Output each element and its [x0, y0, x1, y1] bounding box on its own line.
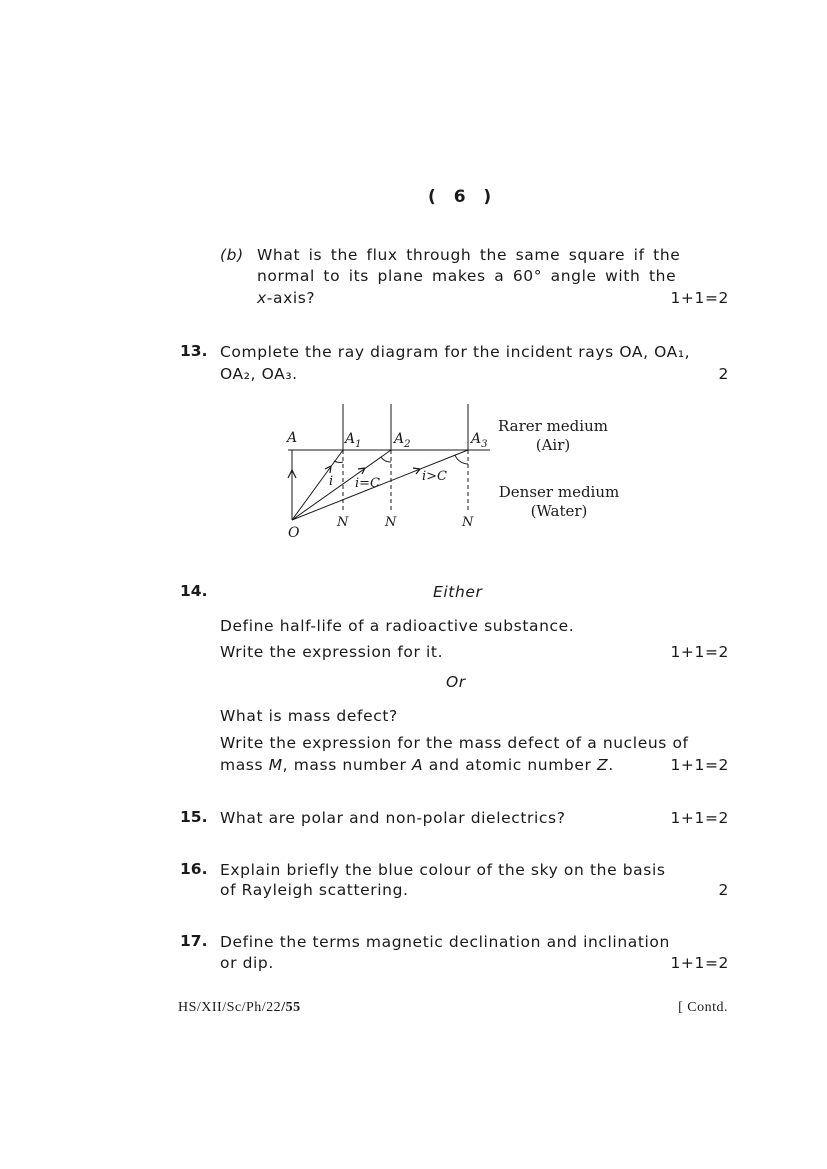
- footer-code-prefix: HS/XII/Sc/Ph/22: [178, 1000, 282, 1015]
- q14-line5-a: mass: [220, 756, 269, 774]
- q12b-line2: normal to its plane makes a 60° angle with the: [257, 267, 677, 285]
- label-angle-igc: i>C: [422, 469, 447, 484]
- q15-number: 15.: [180, 808, 208, 826]
- q13-line2: OA₂, OA₃.: [220, 365, 298, 383]
- page-number: ( 6 ): [428, 187, 498, 207]
- q12b-line3: [257, 288, 315, 309]
- q14-marks2: 1+1=2: [670, 756, 729, 774]
- ray-oa3: [292, 450, 468, 520]
- q14-line4: Write the expression for the mass defect of a nucleus of: [220, 734, 689, 752]
- angle-arc-i: [334, 461, 343, 462]
- label-angle-i: i: [329, 474, 334, 489]
- label-denser-medium: Denser medium: [498, 483, 620, 501]
- footer-code: [178, 1000, 301, 1016]
- q14-line5-c: and atomic number: [423, 756, 597, 774]
- q15-line1: What are polar and non-polar dielectrics?: [220, 809, 566, 827]
- q14-number: 14.: [180, 582, 208, 600]
- q13-marks: 2: [718, 365, 729, 383]
- angle-arc-igc: [455, 455, 468, 464]
- q12b-var-x: x: [257, 289, 267, 307]
- footer-contd: [ Contd.: [678, 1000, 728, 1015]
- label-a: A: [287, 430, 298, 446]
- label-angle-ic: i=C: [355, 476, 380, 491]
- label-a3: A: [471, 431, 482, 447]
- svg-text:A3: [469, 431, 488, 450]
- q17-line1: Define the terms magnetic declination and inclination: [220, 933, 670, 951]
- svg-text:A1: [343, 431, 362, 450]
- label-denser-water: (Water): [530, 502, 588, 520]
- label-n1: N: [337, 515, 349, 530]
- q16-number: 16.: [180, 860, 208, 878]
- label-a1-sub: 1: [355, 439, 362, 450]
- label-a2-sub: 2: [404, 439, 411, 450]
- q16-line2: of Rayleigh scattering.: [220, 881, 409, 899]
- label-a3-sub: 3: [481, 439, 488, 450]
- q14-line1: Define half-life of a radioactive substance.: [220, 617, 575, 635]
- label-rarer-medium: Rarer medium: [498, 417, 608, 435]
- q15-marks: 1+1=2: [670, 809, 729, 827]
- q14-line5: [220, 755, 614, 776]
- q14-marks1: 1+1=2: [670, 643, 729, 661]
- q17-line2: or dip.: [220, 954, 274, 972]
- label-a1: A: [345, 431, 356, 447]
- q16-line1: Explain briefly the blue colour of the sky on the basis: [220, 861, 666, 879]
- q14-var-a: A: [412, 756, 424, 774]
- arrow-oa1: [325, 466, 331, 473]
- q12b-label: (b): [220, 246, 244, 264]
- q16-marks: 2: [718, 881, 729, 899]
- q14-or: Or: [446, 673, 466, 691]
- svg-text:A2: [392, 431, 411, 450]
- label-a2: A: [394, 431, 405, 447]
- q14-line5-d: .: [608, 756, 614, 774]
- angle-arc-ic: [381, 457, 391, 462]
- q12b-marks: 1+1=2: [670, 289, 729, 307]
- q14-line5-b: , mass number: [282, 756, 413, 774]
- q13-line1: Complete the ray diagram for the incident rays OA, OA₁,: [220, 343, 691, 361]
- q13-number: 13.: [180, 342, 208, 360]
- q14-var-z: Z: [597, 756, 609, 774]
- q12b-line3-rest: -axis?: [266, 289, 316, 307]
- q12b-line1: What is the flux through the same square if the: [257, 246, 681, 264]
- q14-either: Either: [433, 583, 483, 601]
- q14-line3: What is mass defect?: [220, 707, 398, 725]
- q14-line2: Write the expression for it.: [220, 643, 444, 661]
- q14-var-m: M: [268, 756, 283, 774]
- label-n2: N: [385, 515, 397, 530]
- label-o: O: [288, 525, 300, 541]
- label-rarer-air: (Air): [535, 436, 571, 454]
- ray-diagram: [270, 398, 650, 548]
- label-n3: N: [462, 515, 474, 530]
- q17-number: 17.: [180, 932, 208, 950]
- q17-marks: 1+1=2: [670, 954, 729, 972]
- footer-code-num: /55: [281, 1000, 301, 1015]
